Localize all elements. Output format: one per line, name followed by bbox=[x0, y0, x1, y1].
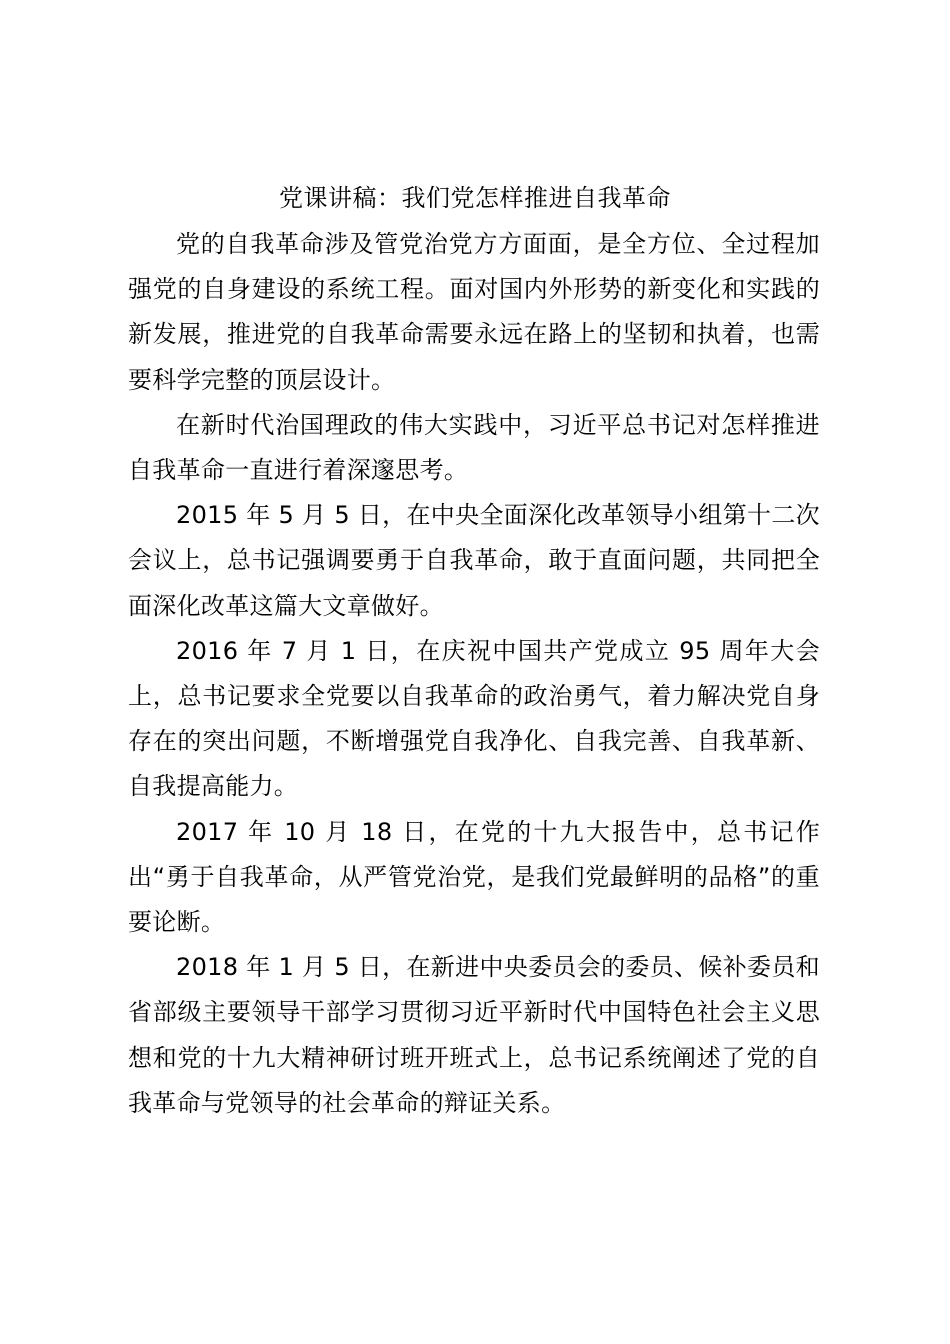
paragraph: 2017 年 10 月 18 日，在党的十九大报告中，总书记作出“勇于自我革命，从严管党治党，是我们党最鲜明的品格”的重要论断。 bbox=[128, 817, 820, 937]
paragraph: 在新时代治国理政的伟大实践中，习近平总书记对怎样推进自我革命一直进行着深邃思考。 bbox=[128, 410, 820, 485]
paragraph: 2015 年 5 月 5 日，在中央全面深化改革领导小组第十二次会议上，总书记强调要勇于自我革命，敢于直面问题，共同把全面深化改革这篇大文章做好。 bbox=[128, 501, 820, 620]
paragraph: 党的自我革命涉及管党治党方方面面，是全方位、全过程加强党的自身建设的系统工程。面对国内外形势的新变化和实践的新发展，推进党的自我革命需要永远在路上的坚韧和执着，也需要科学完整的顶层设计。 bbox=[128, 230, 820, 394]
document-body bbox=[128, 222, 820, 1126]
paragraph: 2016 年 7 月 1 日，在庆祝中国共产党成立 95 周年大会上，总书记要求全党要以自我革命的政治勇气，着力解决党自身存在的突出问题，不断增强党自我净化、自我完善、自我革新、自我提高能力。 bbox=[128, 636, 820, 801]
document-title: 党课讲稿：我们党怎样推进自我革命 bbox=[279, 184, 671, 212]
paragraph: 2018 年 1 月 5 日，在新进中央委员会的委员、候补委员和省部级主要领导干部学习贯彻习近平新时代中国特色社会主义思想和党的十九大精神研讨班开班式上，总书记系统阐述了党的自我革命与党领导的社会革命的辩证关系。 bbox=[128, 953, 820, 1117]
